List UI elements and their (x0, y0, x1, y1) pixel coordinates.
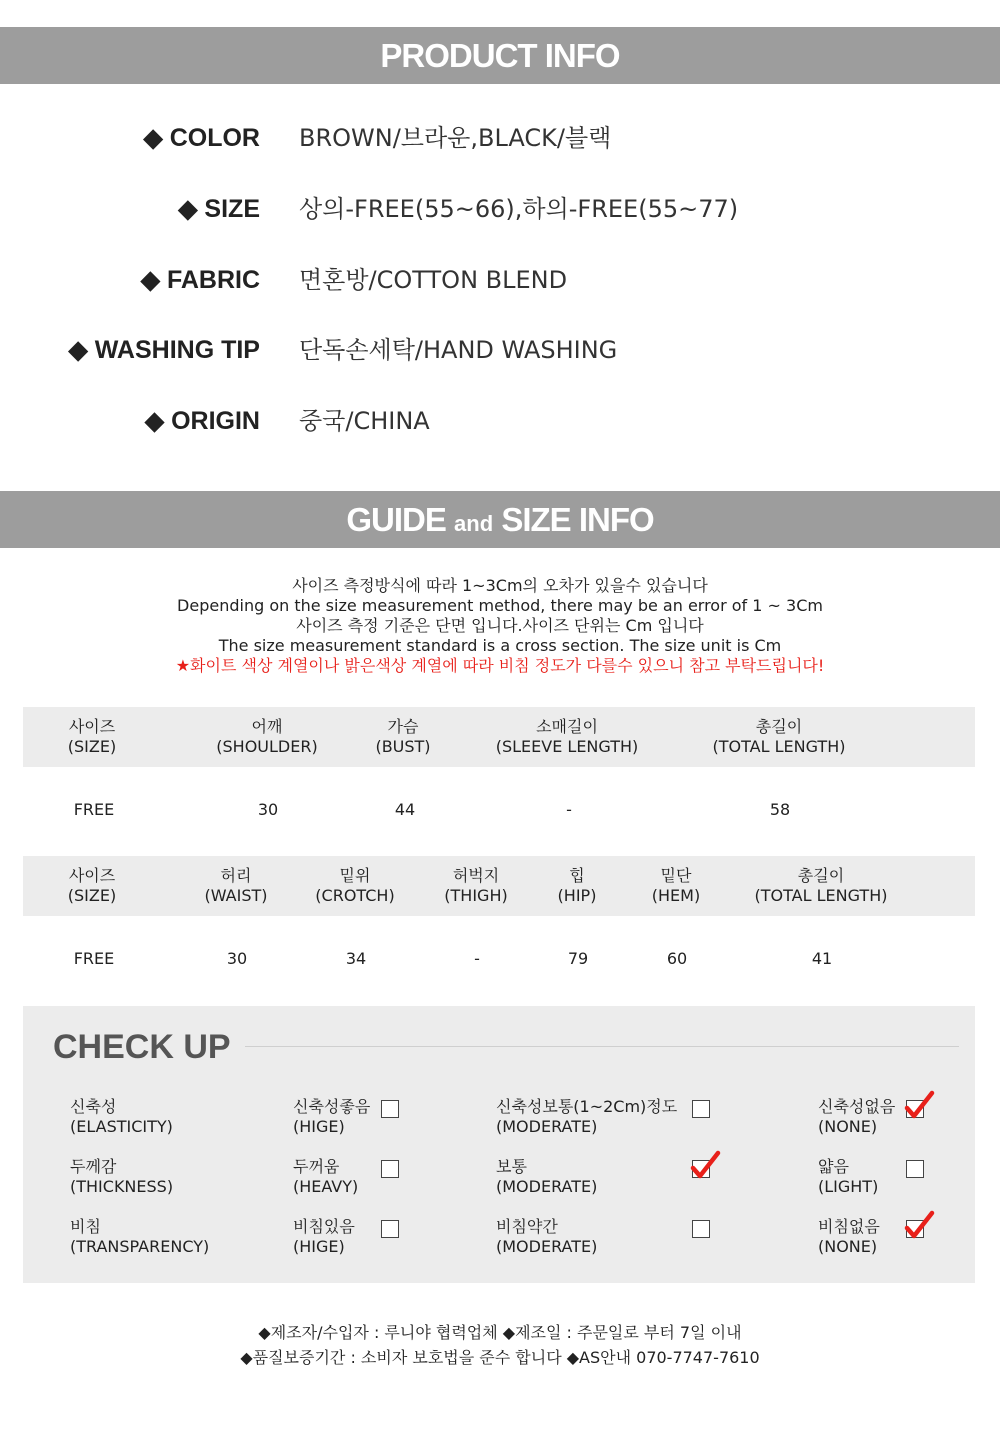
bottom-row-hem: 60 (666, 949, 688, 968)
bottom-header-waist: 허리 (WAIST) (204, 866, 268, 905)
check-up-title: CHECK UP (53, 1028, 231, 1066)
info-row-washing-tip (0, 330, 1000, 370)
top-header-bust: 가슴 (BUST) (375, 717, 431, 756)
top-row-bust: 44 (394, 800, 416, 819)
bottom-row-hip: 79 (567, 949, 589, 968)
top-row-shoulder: 30 (257, 800, 279, 819)
top-header-total-length: 총길이 (TOTAL LENGTH) (712, 717, 846, 756)
option-checkbox[interactable] (692, 1220, 710, 1238)
product-info-banner (0, 27, 1000, 84)
guide-title-part1: GUIDE (346, 501, 446, 538)
bottom-row-waist: 30 (226, 949, 248, 968)
footer-line: ◆품질보증기간 : 소비자 보호법을 준수 합니다 ◆AS안내 070-7747-7610 (240, 1348, 760, 1367)
info-value: 면혼방/COTTON BLEND (299, 266, 568, 294)
option-checkbox[interactable] (906, 1160, 924, 1178)
info-label: ◆ FABRIC (140, 266, 260, 294)
option-label: 신축성없음 (NONE) (818, 1097, 896, 1136)
footer-line: ◆제조자/수입자 : 루니야 협력업체 ◆제조일 : 주문일로 부터 7일 이내 (258, 1323, 742, 1342)
info-row-size (0, 189, 1000, 229)
option-label: 신축성보통(1~2Cm)정도 (MODERATE) (496, 1097, 678, 1136)
top-row-size: FREE (73, 800, 115, 819)
option-checkbox[interactable] (381, 1220, 399, 1238)
check-mark-icon (905, 1091, 935, 1121)
info-row-origin (0, 401, 1000, 441)
check-mark-icon (691, 1151, 721, 1181)
info-label: ◆ ORIGIN (144, 407, 260, 435)
top-header-shoulder: 어깨 (SHOULDER) (216, 717, 318, 756)
bottom-row-crotch: 34 (345, 949, 367, 968)
bottom-header-crotch: 밑위 (CROTCH) (315, 866, 395, 905)
info-value: BROWN/브라운,BLACK/블랙 (299, 124, 612, 152)
bottom-row-size: FREE (73, 949, 115, 968)
option-label: 두꺼움 (HEAVY) (293, 1157, 359, 1196)
option-label: 신축성좋음 (HIGE) (293, 1097, 371, 1136)
info-value: 상의-FREE(55~66),하의-FREE(55~77) (299, 195, 739, 223)
top-header-size: 사이즈 (SIZE) (67, 717, 117, 756)
info-label: ◆ SIZE (178, 195, 260, 223)
option-checkbox[interactable] (381, 1160, 399, 1178)
top-header-sleeve-length: 소매길이 (SLEEVE LENGTH) (495, 717, 639, 756)
guide-size-info-banner (0, 491, 1000, 548)
check-mark-icon (905, 1211, 935, 1241)
option-checkbox-checked[interactable] (906, 1100, 924, 1118)
notice-red-line: ★화이트 색상 계열이나 밝은색상 계열에 따라 비침 정도가 다를수 있으니 참고 부탁드립니다! (175, 656, 825, 675)
bottom-row-total-length: 41 (811, 949, 833, 968)
guide-title-part3: SIZE INFO (501, 501, 654, 538)
top-row-sleeve-length: - (566, 800, 572, 819)
bottom-header-total-length: 총길이 (TOTAL LENGTH) (754, 866, 888, 905)
product-info-title: PRODUCT INFO (380, 37, 620, 74)
option-label: 보통 (MODERATE) (496, 1157, 598, 1196)
bottom-row-thigh: - (474, 949, 480, 968)
notice-line: The size measurement standard is a cross section. The size unit is Cm (218, 636, 782, 655)
bottom-header-hem: 밑단 (HEM) (651, 866, 701, 905)
notice-line: 사이즈 측정방식에 따라 1~3Cm의 오차가 있을수 있습니다 (292, 576, 708, 595)
info-label: ◆ WASHING TIP (68, 336, 260, 364)
option-label: 비침있음 (HIGE) (293, 1217, 355, 1256)
guide-title-part2: and (454, 511, 494, 536)
info-row-fabric (0, 260, 1000, 300)
option-label: 비침없음 (NONE) (818, 1217, 880, 1256)
category-elasticity: 신축성 (ELASTICITY) (70, 1097, 173, 1136)
info-row-color (0, 118, 1000, 158)
info-label: ◆ COLOR (143, 124, 260, 152)
option-checkbox-checked[interactable] (906, 1220, 924, 1238)
notice-line: 사이즈 측정 기준은 단면 입니다.사이즈 단위는 Cm 입니다 (296, 616, 704, 635)
bottom-header-size: 사이즈 (SIZE) (67, 866, 117, 905)
notice-line: Depending on the size measurement method, there may be an error of 1 ~ 3Cm (177, 596, 823, 615)
info-value: 중국/CHINA (299, 407, 430, 435)
top-row-total-length: 58 (769, 800, 791, 819)
bottom-header-thigh: 허벅지 (THIGH) (444, 866, 508, 905)
check-up-divider (245, 1046, 959, 1047)
option-label: 얇음 (LIGHT) (818, 1157, 879, 1196)
option-label: 비침약간 (MODERATE) (496, 1217, 598, 1256)
option-checkbox-checked[interactable] (692, 1160, 710, 1178)
bottom-header-hip: 힙 (HIP) (557, 866, 597, 905)
category-transparency: 비침 (TRANSPARENCY) (70, 1217, 210, 1256)
info-value: 단독손세탁/HAND WASHING (299, 336, 618, 364)
option-checkbox[interactable] (692, 1100, 710, 1118)
category-thickness: 두께감 (THICKNESS) (70, 1157, 174, 1196)
option-checkbox[interactable] (381, 1100, 399, 1118)
check-up-panel (23, 1006, 975, 1283)
